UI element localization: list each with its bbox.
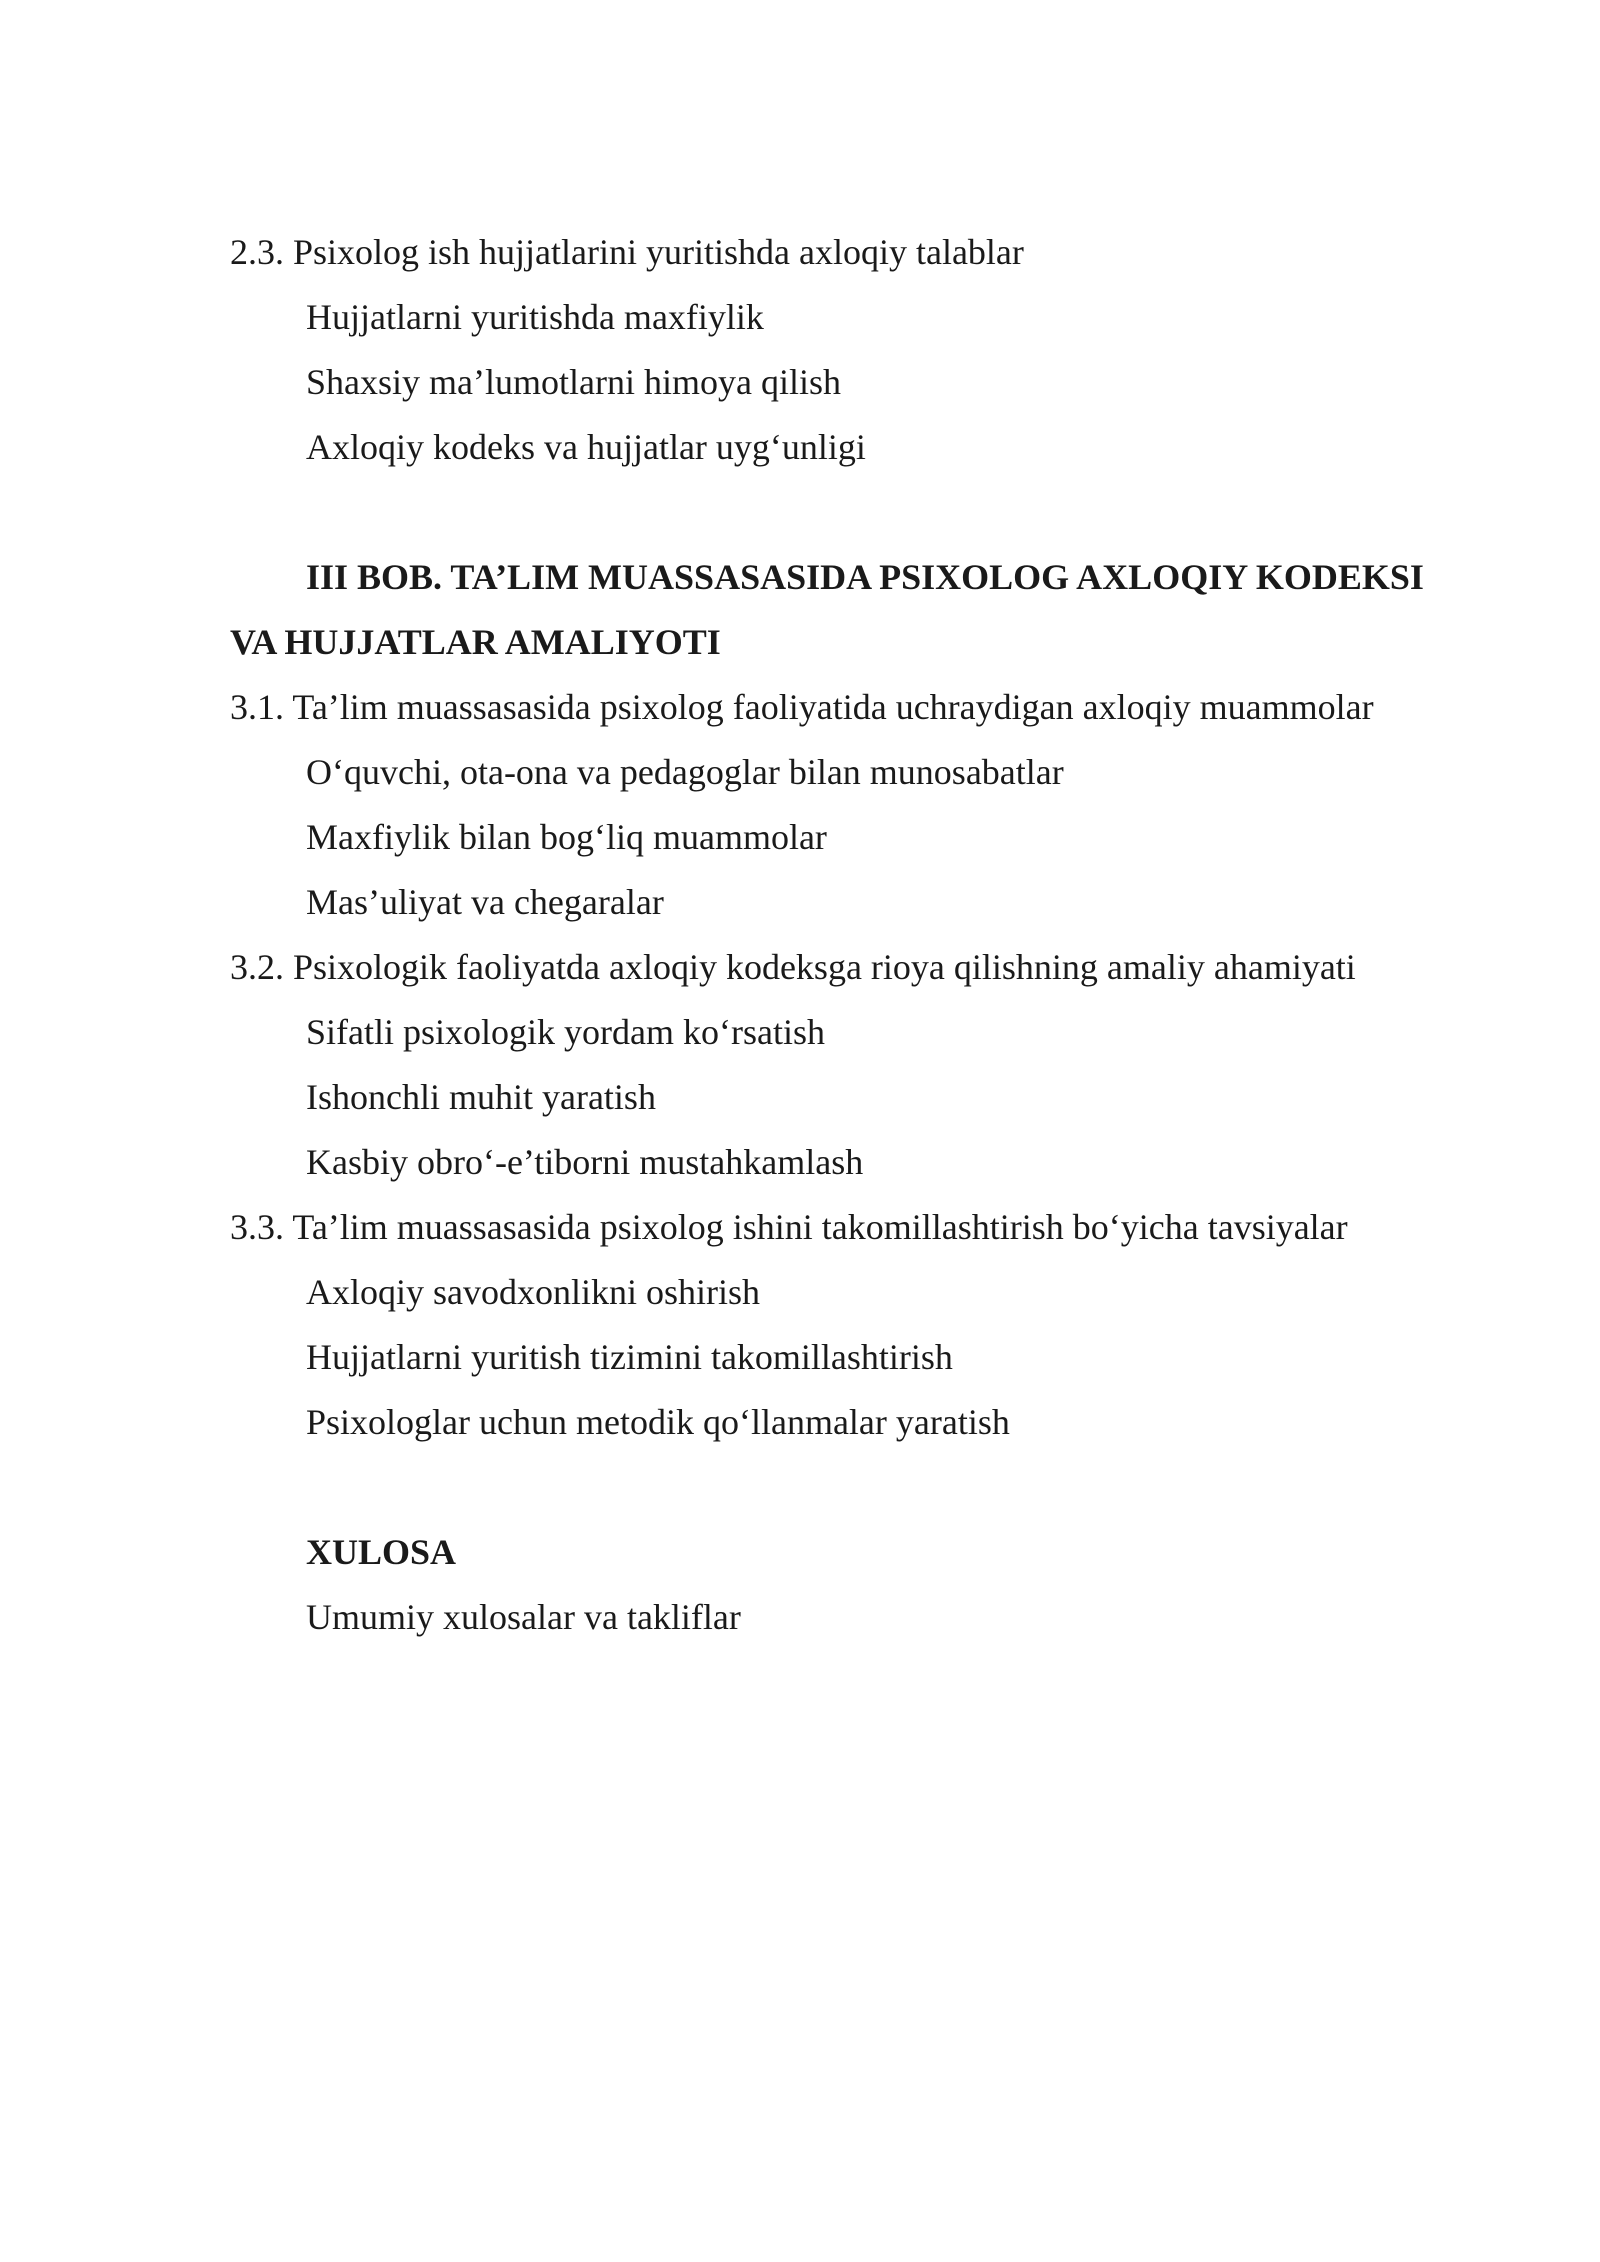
section-3-1-item: Maxfiylik bilan bog‘liq muammolar xyxy=(306,817,827,857)
section-2-3-heading: 2.3. Psixolog ish hujjatlarini yuritishda axloqiy talablar xyxy=(230,232,1024,272)
section-2-3-item: Axloqiy kodeks va hujjatlar uyg‘unligi xyxy=(306,427,866,467)
section-3-1-item: Mas’uliyat va chegaralar xyxy=(306,882,664,922)
chapter-3-title: III BOB. TA’LIM MUASSASASIDA PSIXOLOG AXLOQIY KODEKSI xyxy=(306,557,1424,597)
section-2-3-item: Hujjatlarni yuritishda maxfiylik xyxy=(306,297,764,337)
section-2-3-item: Shaxsiy ma’lumotlarni himoya qilish xyxy=(306,362,841,402)
section-3-2-item: Kasbiy obro‘-e’tiborni mustahkamlash xyxy=(306,1142,864,1182)
conclusion-title: XULOSA xyxy=(306,1532,457,1572)
section-3-3-heading: 3.3. Ta’lim muassasasida psixolog ishini takomillashtirish bo‘yicha tavsiyalar xyxy=(230,1207,1348,1247)
section-3-1-heading: 3.1. Ta’lim muassasasida psixolog faoliyatida uchraydigan axloqiy muammolar xyxy=(230,687,1374,727)
chapter-3-title-continued: VA HUJJATLAR AMALIYOTI xyxy=(230,622,721,662)
section-3-2-item: Ishonchli muhit yaratish xyxy=(306,1077,656,1117)
section-3-3-item: Psixologlar uchun metodik qo‘llanmalar yaratish xyxy=(306,1402,1010,1442)
section-3-1-item: O‘quvchi, ota-ona va pedagoglar bilan munosabatlar xyxy=(306,752,1064,792)
section-3-2-heading: 3.2. Psixologik faoliyatda axloqiy kodeksga rioya qilishning amaliy ahamiyati xyxy=(230,947,1356,987)
section-3-2-item: Sifatli psixologik yordam ko‘rsatish xyxy=(306,1012,825,1052)
conclusion-item: Umumiy xulosalar va takliflar xyxy=(306,1597,741,1637)
section-3-3-item: Axloqiy savodxonlikni oshirish xyxy=(306,1272,761,1312)
section-3-3-item: Hujjatlarni yuritish tizimini takomillashtirish xyxy=(306,1337,953,1377)
